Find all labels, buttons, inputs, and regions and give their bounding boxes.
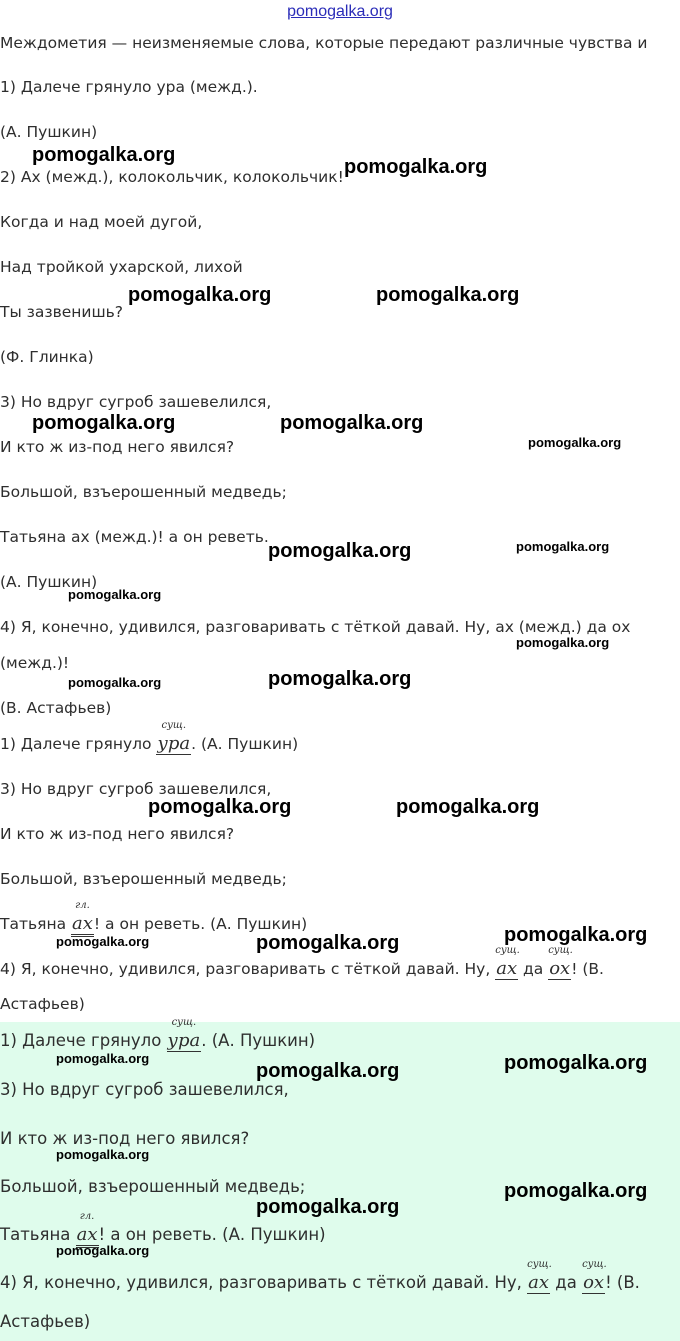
- example-1-source: (А. Пушкин): [0, 123, 98, 141]
- answer-4-text: 4) Я, конечно, удивился, разговаривать с тёткой давай. Ну,: [0, 1273, 528, 1292]
- watermark: pomogalka.org: [376, 284, 520, 306]
- example-2-source: (Ф. Глинка): [0, 348, 94, 366]
- answer-3-tail: ! а он реветь. (А. Пушкин): [98, 1225, 326, 1244]
- example-4-source: (В. Астафьев): [0, 699, 112, 717]
- example-3-source: (А. Пушкин): [0, 573, 98, 591]
- example-2-line-4: Ты зазвенишь?: [0, 303, 124, 321]
- answer-1-text: 1) Далече грянуло: [0, 1031, 167, 1050]
- underlined-word: ох: [549, 958, 571, 979]
- watermark: pomogalka.org: [268, 668, 412, 690]
- watermark: pomogalka.org: [56, 1243, 150, 1258]
- pos-label: сущ.: [161, 720, 187, 731]
- watermark: pomogalka.org: [56, 934, 150, 949]
- parsed-3-text: Татьяна: [0, 915, 72, 933]
- parsed-3-tail: ! а он реветь. (А. Пушкин): [93, 915, 308, 933]
- annotated-word: [495, 945, 520, 979]
- parsed-3-line-1: 3) Но вдруг сугроб зашевелился,: [0, 780, 272, 798]
- annotated-word: [548, 945, 573, 979]
- answer-3-text: Татьяна: [0, 1225, 76, 1244]
- parsed-4-text: 4) Я, конечно, удивился, разговаривать с тёткой давай. Ну,: [0, 960, 496, 978]
- intro-text: Междометия — неизменяемые слова, которые передают различные чувства и: [0, 34, 648, 52]
- parsed-4-mid: да: [518, 960, 549, 978]
- example-2-line-3: Над тройкой ухарской, лихой: [0, 258, 243, 276]
- site-header-link[interactable]: pomogalka.org: [287, 3, 393, 20]
- answer-4-line-1: [0, 1259, 640, 1293]
- watermark: pomogalka.org: [256, 932, 400, 954]
- annotated-word: [527, 1259, 552, 1293]
- answer-4-tail: ! (В.: [605, 1273, 640, 1292]
- example-3-line-3: Большой, взъерошенный медведь;: [0, 483, 287, 501]
- parsed-1-text: 1) Далече грянуло: [0, 735, 157, 753]
- pos-label: сущ.: [527, 1259, 552, 1270]
- watermark: pomogalka.org: [528, 435, 622, 450]
- watermark: pomogalka.org: [128, 284, 272, 306]
- parsed-1: [0, 720, 299, 754]
- annotated-word: [582, 1259, 607, 1293]
- watermark: pomogalka.org: [56, 1051, 150, 1066]
- annotated-word: [167, 1017, 202, 1051]
- watermark: pomogalka.org: [68, 675, 162, 690]
- underlined-word: ура: [157, 733, 191, 754]
- pos-label: гл.: [75, 900, 90, 911]
- underlined-word: ах: [71, 913, 94, 937]
- example-3-line-1: 3) Но вдруг сугроб зашевелился,: [0, 393, 272, 411]
- watermark: pomogalka.org: [504, 924, 648, 946]
- annotated-word: [156, 720, 191, 754]
- answer-4-mid: да: [550, 1273, 583, 1292]
- watermark: pomogalka.org: [280, 412, 424, 434]
- pos-label: гл.: [79, 1211, 95, 1222]
- watermark: pomogalka.org: [504, 1180, 648, 1202]
- example-3-line-2: И кто ж из-под него явился?: [0, 438, 235, 456]
- underlined-word: ура: [167, 1030, 201, 1051]
- annotated-word: [71, 900, 94, 934]
- answer-1-tail: . (А. Пушкин): [201, 1031, 316, 1050]
- watermark: pomogalka.org: [148, 796, 292, 818]
- parsed-4-line-1: [0, 945, 604, 979]
- pos-label: сущ.: [582, 1259, 607, 1270]
- parsed-1-tail: . (А. Пушкин): [191, 735, 299, 753]
- pos-label: сущ.: [548, 945, 573, 956]
- watermark: pomogalka.org: [344, 156, 488, 178]
- underlined-word: ох: [583, 1272, 605, 1293]
- parsed-3-line-3: Большой, взъерошенный медведь;: [0, 870, 287, 888]
- example-4-line-1: 4) Я, конечно, удивился, разговаривать с тёткой давай. Ну, ах (межд.) да ох: [0, 618, 631, 636]
- watermark: pomogalka.org: [516, 539, 610, 554]
- underlined-word: ах: [528, 1272, 550, 1293]
- answer-3-line-3: Большой, взъерошенный медведь;: [0, 1177, 306, 1196]
- example-3-line-4: Татьяна ах (межд.)! а он реветь.: [0, 528, 269, 546]
- parsed-4-tail: ! (В.: [571, 960, 604, 978]
- watermark: pomogalka.org: [268, 540, 412, 562]
- example-2-line-1: 2) Ах (межд.), колокольчик, колокольчик!: [0, 168, 344, 186]
- parsed-4-line-2: Астафьев): [0, 995, 85, 1013]
- watermark: pomogalka.org: [516, 635, 610, 650]
- underlined-word: ах: [76, 1224, 99, 1248]
- example-1: 1) Далече грянуло ура (межд.).: [0, 78, 258, 96]
- watermark: pomogalka.org: [396, 796, 540, 818]
- answer-3-line-4: [0, 1211, 326, 1245]
- answer-3-line-1: 3) Но вдруг сугроб зашевелился,: [0, 1080, 289, 1099]
- watermark: pomogalka.org: [504, 1052, 648, 1074]
- watermark: pomogalka.org: [256, 1196, 400, 1218]
- answer-1: [0, 1017, 316, 1051]
- parsed-3-line-2: И кто ж из-под него явился?: [0, 825, 235, 843]
- pos-label: сущ.: [171, 1017, 197, 1028]
- answer-4-line-2: Астафьев): [0, 1312, 91, 1331]
- example-4-line-2: (межд.)!: [0, 654, 70, 672]
- pos-label: сущ.: [495, 945, 520, 956]
- watermark: pomogalka.org: [256, 1060, 400, 1082]
- underlined-word: ах: [496, 958, 518, 979]
- example-2-line-2: Когда и над моей дугой,: [0, 213, 203, 231]
- answer-3-line-2: И кто ж из-под него явился?: [0, 1129, 250, 1148]
- watermark: pomogalka.org: [32, 412, 176, 434]
- watermark: pomogalka.org: [32, 144, 176, 166]
- parsed-3-line-4: [0, 900, 308, 934]
- watermark: pomogalka.org: [68, 587, 162, 602]
- annotated-word: [76, 1211, 99, 1245]
- watermark: pomogalka.org: [56, 1147, 150, 1162]
